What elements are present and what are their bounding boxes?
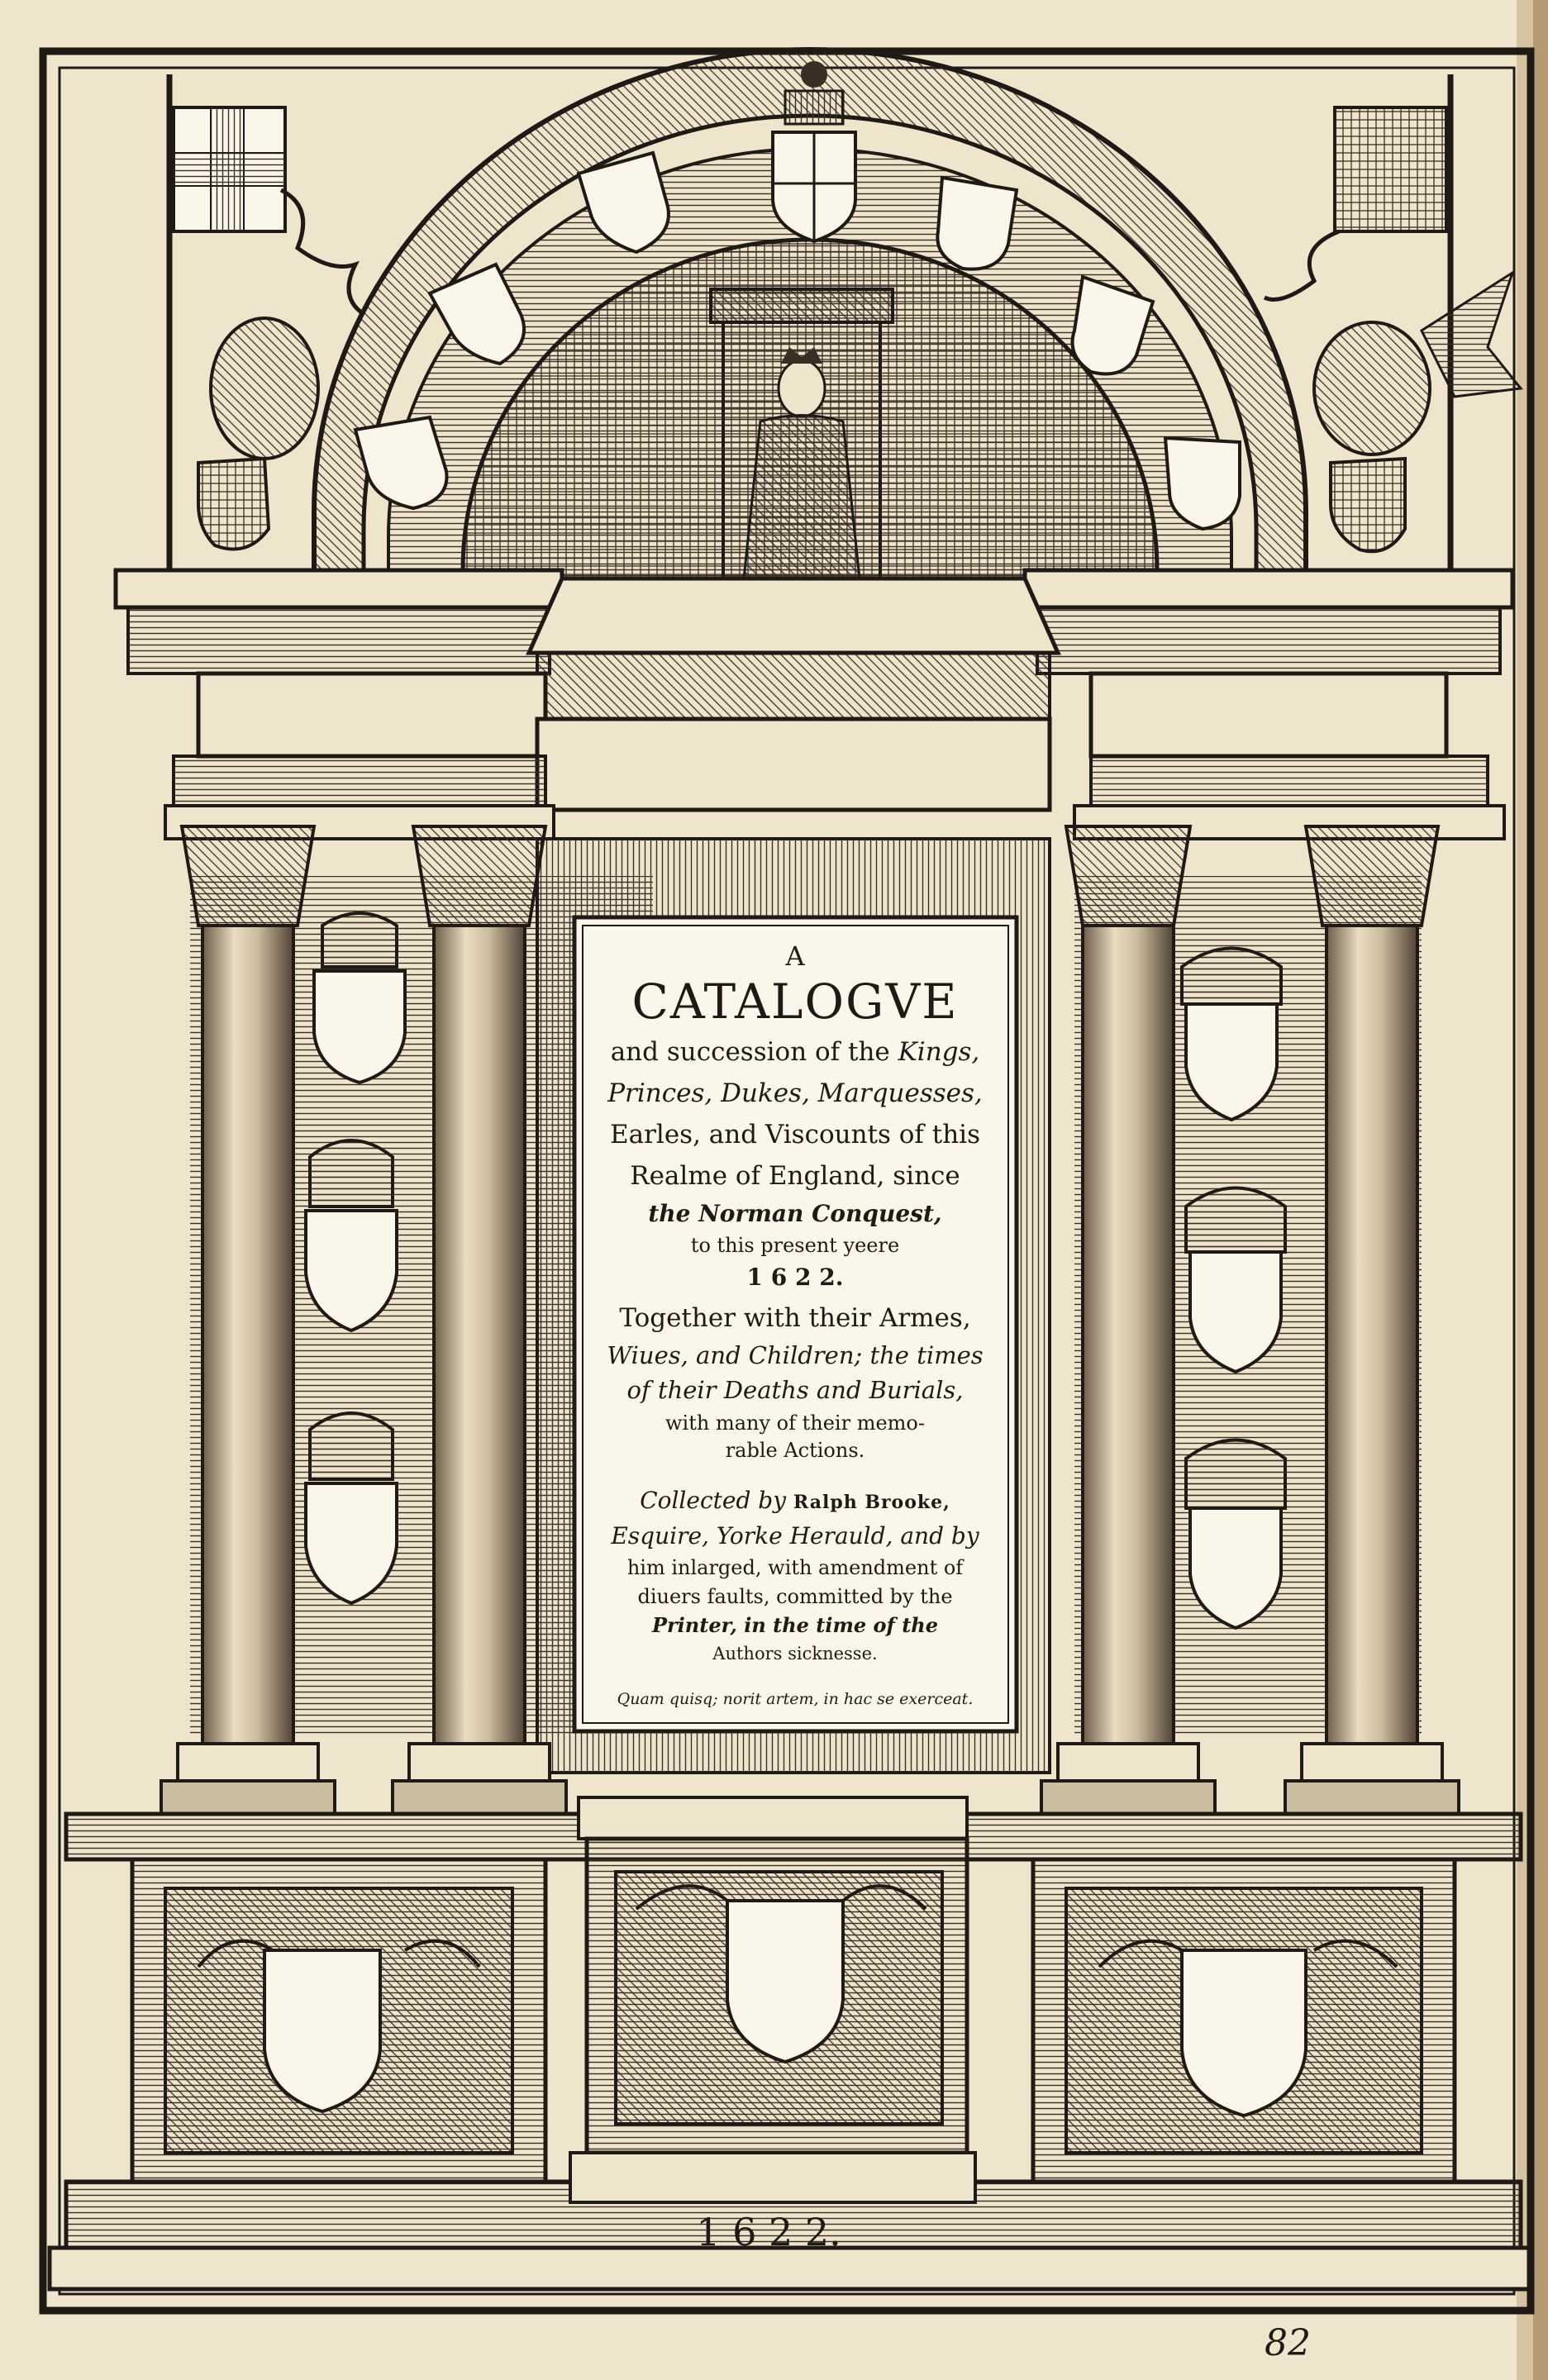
- line-5: the Norman Conquest,: [648, 1200, 942, 1227]
- shield-left-2: [306, 1140, 397, 1330]
- together-3: of their Deaths and Burials,: [626, 1376, 964, 1404]
- line-2: Princes, Dukes, Marquesses,: [607, 1078, 983, 1108]
- collected-4: diuers faults, committed by the: [637, 1585, 953, 1608]
- heading-catalogue: CATALOGVE: [631, 973, 959, 1030]
- shield-left-1: [314, 913, 405, 1083]
- shelfmark: 82: [1265, 2322, 1311, 2364]
- shield-right-3: [1186, 1440, 1285, 1629]
- collected-1: Collected by Ralph Brooke,: [640, 1487, 950, 1514]
- line-7: 1 6 2 2.: [746, 1264, 844, 1291]
- heading-a: A: [785, 940, 805, 972]
- shield-right-2: [1186, 1188, 1285, 1373]
- title-text: [607, 940, 983, 1708]
- line-3: Earles, and Viscounts of this: [609, 1120, 981, 1150]
- imprint-year: 1 6 2 2.: [696, 2210, 841, 2254]
- together-4: with many of their memo-: [665, 1411, 925, 1435]
- collected-2: Esquire, Yorke Herauld, and by: [611, 1522, 979, 1549]
- shield-left-3: [306, 1413, 397, 1603]
- together-5: rable Actions.: [725, 1439, 865, 1462]
- collected-5: Printer, in the time of the: [651, 1613, 939, 1637]
- collected-6: Authors sicknesse.: [712, 1644, 878, 1664]
- collected-3: him inlarged, with amendment of: [626, 1556, 964, 1579]
- line-6: to this present yeere: [690, 1234, 900, 1257]
- motto: Quam quisq; norit artem, in hac se exerceat.: [617, 1690, 974, 1708]
- together-2: Wiues, and Children; the times: [607, 1341, 984, 1369]
- entablature: [116, 570, 1512, 839]
- line-4: Realme of England, since: [630, 1161, 960, 1191]
- together-1: Together with their Armes,: [619, 1303, 971, 1333]
- shield-right-1: [1182, 949, 1281, 1121]
- line-1: and succession of the Kings,: [610, 1037, 980, 1067]
